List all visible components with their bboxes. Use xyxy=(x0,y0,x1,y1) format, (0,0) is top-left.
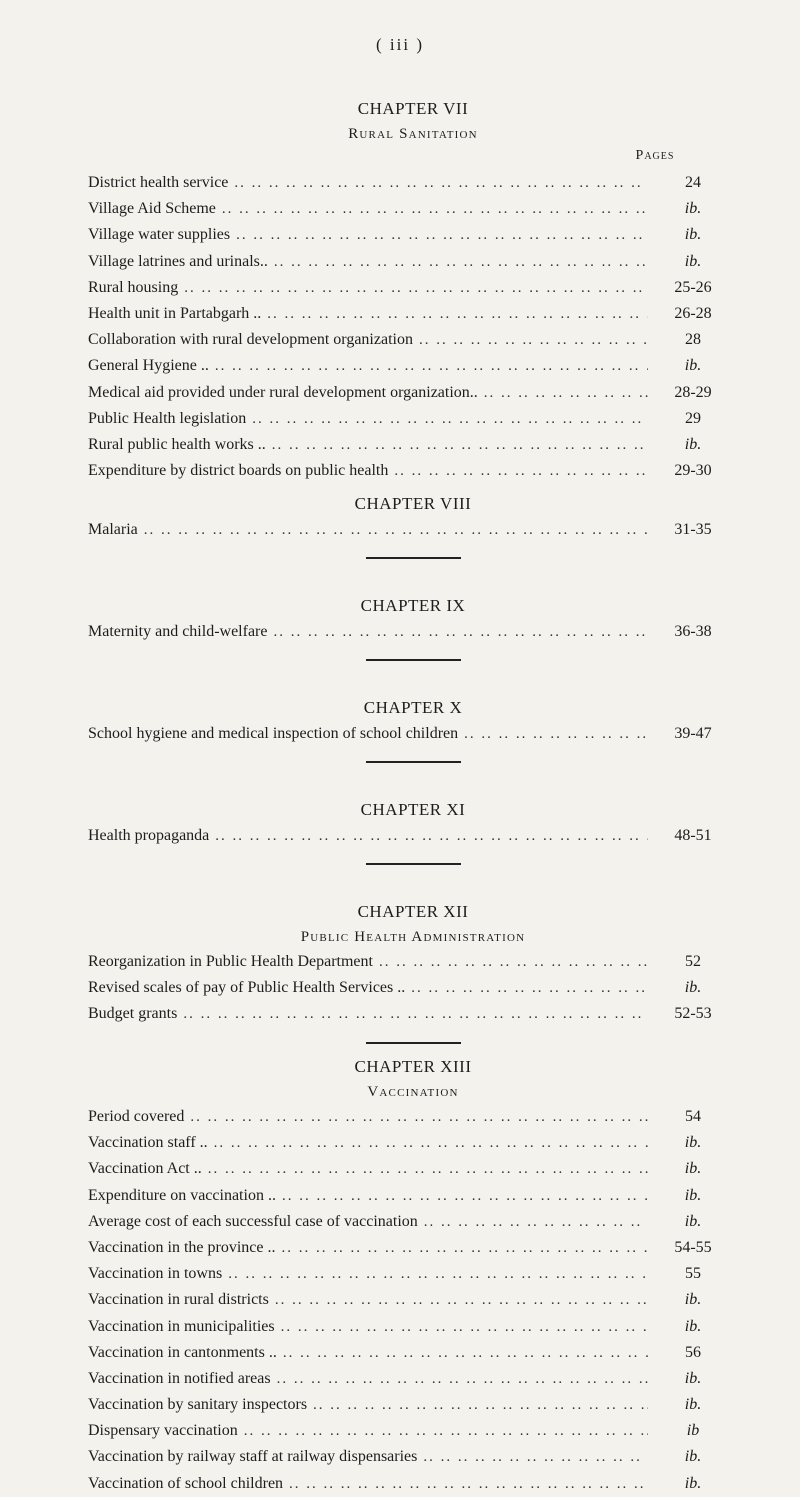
toc-entry xyxy=(88,1261,738,1287)
section-rule xyxy=(366,557,461,559)
dot-leader xyxy=(214,1130,648,1156)
chapter-heading: CHAPTER IX xyxy=(360,596,466,615)
toc-entry xyxy=(88,1314,738,1340)
toc-entry xyxy=(88,196,738,222)
section-rule xyxy=(366,1042,461,1044)
dot-leader xyxy=(267,301,648,327)
toc-entry xyxy=(88,249,738,275)
section-rule xyxy=(366,761,461,763)
toc-entry xyxy=(88,327,738,353)
entry-page: ib xyxy=(686,1422,700,1440)
dot-leader xyxy=(234,170,648,196)
toc-entry xyxy=(88,1287,738,1313)
dot-leader xyxy=(208,1156,648,1182)
dot-leader xyxy=(281,1314,648,1340)
chapter-heading: CHAPTER XI xyxy=(360,800,466,819)
dot-leader xyxy=(283,1340,648,1366)
toc-entry xyxy=(88,1340,738,1366)
entry-title: Vaccination in notified areas xyxy=(88,1369,271,1387)
section-rule xyxy=(366,863,461,865)
entry-title: Village water supplies xyxy=(88,226,231,244)
entry-title: Health unit in Partabgarh .. xyxy=(88,304,262,322)
dot-leader xyxy=(252,406,648,432)
entry-title: Vaccination in the province .. xyxy=(88,1238,276,1256)
dot-leader xyxy=(419,327,648,353)
chapter-xi xyxy=(88,797,738,875)
entry-page: 39-47 xyxy=(674,725,712,742)
toc-entry xyxy=(88,1366,738,1392)
dot-leader xyxy=(484,380,648,406)
entry-title: Vaccination by railway staff at railway dispensaries xyxy=(88,1448,418,1466)
entry-title: Vaccination Act .. xyxy=(88,1160,202,1178)
toc-entry xyxy=(88,458,738,484)
dot-leader xyxy=(394,458,648,484)
entry-title: Vaccination in cantonments .. xyxy=(88,1343,277,1361)
entry-title: Budget grants xyxy=(88,1005,178,1023)
dot-leader xyxy=(228,1261,648,1287)
entry-title: Vaccination in municipalities xyxy=(88,1317,275,1335)
entry-page: ib. xyxy=(684,357,702,375)
entry-title: Village Aid Scheme xyxy=(88,200,216,218)
entry-page: ib. xyxy=(684,1212,702,1230)
toc-entry xyxy=(88,1156,738,1182)
dot-leader xyxy=(190,1104,648,1130)
entry-page: ib. xyxy=(684,1396,702,1414)
entry-title: Expenditure on vaccination .. xyxy=(88,1186,276,1204)
entry-title: Maternity and child-welfare xyxy=(88,623,268,640)
chapter-subheading: Public Health Administration xyxy=(300,929,526,945)
toc-entry xyxy=(88,1444,738,1470)
dot-leader xyxy=(144,517,648,543)
toc-entry xyxy=(88,721,738,747)
toc-entry xyxy=(88,1001,738,1027)
chapter-ix xyxy=(88,593,738,671)
entry-page: 26-28 xyxy=(674,304,712,322)
chapter-heading: CHAPTER VII xyxy=(357,99,469,118)
entry-title: Reorganization in Public Health Department xyxy=(88,953,373,970)
page-number: ( iii ) xyxy=(376,35,424,54)
dot-leader xyxy=(289,1471,648,1497)
entry-page: 25-26 xyxy=(674,278,712,296)
entry-title: Vaccination by sanitary inspectors xyxy=(88,1396,308,1414)
toc-entry xyxy=(88,406,738,432)
chapter-heading: CHAPTER XIII xyxy=(354,1057,472,1076)
dot-leader xyxy=(277,1366,648,1392)
dot-leader xyxy=(313,1392,648,1418)
entry-page: ib. xyxy=(684,435,702,453)
toc-entry xyxy=(88,275,738,301)
entry-page: ib. xyxy=(684,1160,702,1178)
toc-entry xyxy=(88,1235,738,1261)
dot-leader xyxy=(379,949,648,975)
entry-page: 54-55 xyxy=(674,1238,712,1256)
entry-title: Period covered xyxy=(88,1108,185,1125)
entry-title: School hygiene and medical inspection of school children xyxy=(88,725,459,742)
dot-leader xyxy=(275,1287,648,1313)
chapter-xii xyxy=(88,899,738,1054)
entry-page: 29-30 xyxy=(674,462,712,480)
entry-title: Medical aid provided under rural development organization.. xyxy=(88,383,478,401)
entry-page: ib. xyxy=(684,1369,702,1387)
toc-entry xyxy=(88,619,738,645)
entry-page: 28 xyxy=(685,331,701,349)
dot-leader xyxy=(273,619,648,645)
dot-leader xyxy=(222,196,648,222)
entry-page: 55 xyxy=(685,1265,701,1283)
toc-entry xyxy=(88,1104,738,1130)
toc-entry xyxy=(88,222,738,248)
toc-entry xyxy=(88,823,738,849)
entry-page: 56 xyxy=(685,1343,701,1361)
toc-entry xyxy=(88,301,738,327)
dot-leader xyxy=(424,1209,648,1235)
entry-page: ib. xyxy=(684,1186,702,1204)
entry-page: ib. xyxy=(684,1134,702,1152)
entry-page: ib. xyxy=(684,1317,702,1335)
dot-leader xyxy=(183,1001,648,1027)
dot-leader xyxy=(274,249,648,275)
dot-leader xyxy=(215,353,648,379)
entry-title: Public Health legislation xyxy=(88,409,247,427)
entry-page: 52 xyxy=(685,953,701,970)
entry-page: ib. xyxy=(684,200,702,218)
section-rule xyxy=(366,659,461,661)
entry-title: General Hygiene .. xyxy=(88,357,209,375)
toc-entry xyxy=(88,949,738,975)
entry-title: Vaccination in rural districts xyxy=(88,1291,269,1309)
entry-page: 31-35 xyxy=(674,521,712,538)
toc-entry xyxy=(88,1471,738,1497)
entry-title: Revised scales of pay of Public Health Services .. xyxy=(88,979,406,997)
chapter-subheading: Rural Sanitation xyxy=(348,126,478,142)
entry-page: ib. xyxy=(684,1448,702,1466)
entry-page: 28-29 xyxy=(674,383,712,401)
toc-entry xyxy=(88,353,738,379)
chapter-xiii xyxy=(88,1054,738,1497)
chapter-heading: CHAPTER XII xyxy=(357,902,469,921)
dot-leader xyxy=(282,1183,648,1209)
chapter-subheading: Vaccination xyxy=(367,1084,459,1100)
toc-entry xyxy=(88,1209,738,1235)
entry-title: Vaccination staff .. xyxy=(88,1134,208,1152)
toc-entry xyxy=(88,170,738,196)
entry-page: 54 xyxy=(685,1108,701,1125)
dot-leader xyxy=(236,222,648,248)
chapter-vii-entries xyxy=(88,170,738,484)
entry-title: Average cost of each successful case of vaccination xyxy=(88,1212,418,1230)
entry-page: ib. xyxy=(684,226,702,244)
entry-page: 52-53 xyxy=(674,1005,712,1023)
chapter-vii xyxy=(88,96,738,146)
dot-leader xyxy=(244,1418,648,1444)
entry-title: Health propaganda xyxy=(88,827,210,844)
toc-entry xyxy=(88,975,738,1001)
toc-entry xyxy=(88,1418,738,1444)
entry-page: ib. xyxy=(684,979,702,997)
toc-entry xyxy=(88,517,738,543)
dot-leader xyxy=(282,1235,649,1261)
entry-title: Rural public health works .. xyxy=(88,435,266,453)
entry-page: 24 xyxy=(685,174,701,191)
entry-title: Collaboration with rural development organization xyxy=(88,331,413,349)
entry-page: ib. xyxy=(684,1291,702,1309)
toc-entry xyxy=(88,380,738,406)
entry-title: District health service xyxy=(88,174,229,191)
dot-leader xyxy=(184,275,648,301)
chapter-heading: CHAPTER VIII xyxy=(354,494,472,513)
chapter-x xyxy=(88,695,738,773)
entry-title: Malaria xyxy=(88,521,138,538)
entry-page: 29 xyxy=(685,409,701,427)
pages-heading: Pages xyxy=(635,148,675,163)
entry-page: ib. xyxy=(684,1474,702,1492)
toc-entry xyxy=(88,1183,738,1209)
toc-entry xyxy=(88,432,738,458)
dot-leader xyxy=(272,432,648,458)
dot-leader xyxy=(411,975,648,1001)
entry-title: Rural housing xyxy=(88,278,179,296)
dot-leader xyxy=(464,721,648,747)
chapter-heading: CHAPTER X xyxy=(363,698,463,717)
toc-entry xyxy=(88,1392,738,1418)
entry-page: 36-38 xyxy=(674,623,712,640)
toc-entry xyxy=(88,1130,738,1156)
entry-title: Vaccination of school children xyxy=(88,1474,284,1492)
entry-page: ib. xyxy=(684,252,702,270)
entry-title: Dispensary vaccination xyxy=(88,1422,238,1440)
entry-title: Village latrines and urinals.. xyxy=(88,252,268,270)
entry-title: Expenditure by district boards on public health xyxy=(88,462,389,480)
chapter-viii xyxy=(88,491,738,569)
entry-title: Vaccination in towns xyxy=(88,1265,223,1283)
dot-leader xyxy=(423,1444,648,1470)
entry-page: 48-51 xyxy=(674,827,712,844)
dot-leader xyxy=(215,823,648,849)
